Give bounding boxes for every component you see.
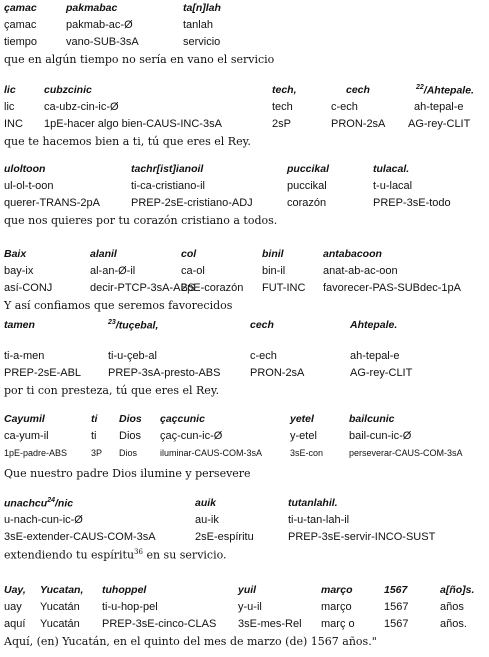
gloss: FUT-INC xyxy=(262,282,306,294)
segment: Yucatán xyxy=(40,601,80,613)
segment: u-nach-cun-ic-Ø xyxy=(4,514,83,526)
maya-word: binil xyxy=(262,248,284,260)
gloss: 3sE-con xyxy=(290,448,324,458)
maya-word: uloltoon xyxy=(4,163,46,175)
block-4-maya-row xyxy=(0,248,489,266)
block-2-gloss-row xyxy=(0,118,489,136)
block-4-gloss-row xyxy=(0,282,489,300)
segment: ca-yum-il xyxy=(4,430,49,442)
gloss: INC xyxy=(4,118,23,130)
maya-word: Yucatan, xyxy=(40,584,84,596)
block-2-translation xyxy=(0,135,489,153)
segment: c-ech xyxy=(331,101,358,113)
gloss: PREP-2sE-cristiano-ADJ xyxy=(131,197,253,209)
block-7-gloss-row xyxy=(0,531,489,549)
block-1-gloss-row xyxy=(0,36,489,54)
gloss: aquí xyxy=(4,618,26,630)
footnote-marker: 36 xyxy=(134,548,143,556)
block-4-segmentation-row xyxy=(0,265,489,283)
gloss: AG-rey-CLIT xyxy=(350,367,413,379)
maya-word: Cayumil xyxy=(4,413,45,425)
maya-word: Uay, xyxy=(4,584,26,596)
maya-word: bailcunic xyxy=(349,413,395,425)
gloss: favorecer-PAS-SUBdec-1pA xyxy=(323,282,461,294)
gloss: PREP-3sE-todo xyxy=(373,197,451,209)
gloss: 2sE-espíritu xyxy=(195,531,254,543)
gloss: vano-SUB-3sA xyxy=(66,36,139,48)
maya-word: alanil xyxy=(90,248,117,260)
gloss: decir-PTCP-3sA-ABS xyxy=(90,282,196,294)
segment: março xyxy=(321,601,352,613)
maya-word: lic xyxy=(4,84,16,96)
segment: çamac xyxy=(4,19,37,31)
segment: bin-il xyxy=(262,265,286,277)
maya-word: cech xyxy=(250,319,274,331)
block-5-segmentation-row xyxy=(0,350,489,368)
block-7-translation xyxy=(0,548,489,566)
block-2-maya-row xyxy=(0,84,489,102)
translation-text: Que nuestro padre Dios ilumine y persevere xyxy=(4,467,251,480)
maya-word: março xyxy=(321,584,353,596)
maya-word: a[ño]s. xyxy=(440,584,475,596)
maya-word: tech, xyxy=(272,84,297,96)
segment: al-an-Ø-il xyxy=(90,265,136,277)
maya-word-part: unachcu xyxy=(4,497,48,510)
gloss: PRON-2sA xyxy=(250,367,305,379)
translation-text: por ti con presteza, tú que eres el Rey. xyxy=(4,384,220,397)
maya-word: Ahtepale. xyxy=(350,319,398,331)
maya-word: tamen xyxy=(4,319,35,331)
block-7-segmentation-row xyxy=(0,514,489,532)
block-8-maya-row xyxy=(0,584,489,602)
gloss: así-CONJ xyxy=(4,282,53,294)
segment: bay-ix xyxy=(4,265,34,277)
segment: ti xyxy=(91,430,97,442)
segment: ah-tepal-e xyxy=(414,101,464,113)
gloss: iluminar-CAUS-COM-3sA xyxy=(160,448,263,458)
segment: tech xyxy=(272,101,293,113)
maya-word: ti xyxy=(91,413,98,425)
maya-word: col xyxy=(181,248,197,260)
segment: ca-ol xyxy=(181,265,205,277)
translation-text: que en algún tiempo no sería en vano el servicio xyxy=(4,53,275,66)
segment: y-u-il xyxy=(238,601,262,613)
maya-word: Baix xyxy=(4,248,27,260)
segment: çaç-cun-ic-Ø xyxy=(160,430,223,442)
gloss: 1pE-padre-ABS xyxy=(4,448,68,458)
maya-word: çamac xyxy=(4,2,37,14)
translation-text: que te hacemos bien a ti, tú que eres el Rey. xyxy=(4,135,251,148)
gloss: 2sP xyxy=(272,118,291,130)
gloss: 3sE-extender-CAUS-COM-3sA xyxy=(4,531,156,543)
segment: ti-a-men xyxy=(4,350,45,362)
maya-word-part: /tuçebal, xyxy=(115,319,159,332)
segment: 1567 xyxy=(384,601,409,613)
maya-word: auik xyxy=(195,497,217,509)
translation-part: en su servicio. xyxy=(142,548,227,562)
gloss: PREP-3sE-servir-INCO-SUST xyxy=(288,531,436,543)
gloss: perseverar-CAUS-COM-3sA xyxy=(349,448,463,458)
maya-word-part: /nic xyxy=(54,497,74,510)
segment: ti-u-çeb-al xyxy=(108,350,157,362)
gloss: 1567 xyxy=(384,618,409,630)
block-1-translation xyxy=(0,53,489,71)
block-8-gloss-row xyxy=(0,618,489,636)
gloss: PREP-3sE-cinco-CLAS xyxy=(102,618,217,630)
block-4-translation xyxy=(0,299,489,317)
gloss: AG-rey-CLIT xyxy=(408,118,471,130)
maya-word: tulacal. xyxy=(373,163,410,175)
block-3-maya-row xyxy=(0,163,489,181)
block-5-gloss-row xyxy=(0,367,489,385)
block-6-translation xyxy=(0,467,489,485)
maya-word: tachr[ist]ianoil xyxy=(131,163,204,175)
block-3-translation xyxy=(0,214,489,232)
segment: y-etel xyxy=(290,430,317,442)
segment: au-ik xyxy=(195,514,219,526)
segment: ca-ubz-cin-ic-Ø xyxy=(44,101,119,113)
segment: ti-ca-cristiano-il xyxy=(131,180,205,192)
translation-text xyxy=(4,548,227,562)
maya-word: pakmabac xyxy=(66,2,118,14)
maya-word: 1567 xyxy=(384,584,408,596)
segment: pakmab-ac-Ø xyxy=(66,19,133,31)
block-8-translation xyxy=(0,635,489,653)
maya-word: yuil xyxy=(238,584,257,596)
block-1-maya-row xyxy=(0,2,489,20)
footnote-marker: 23 xyxy=(108,319,116,326)
gloss: PREP-2sE-ABL xyxy=(4,367,82,379)
block-5-maya-row xyxy=(0,319,489,337)
segment: anat-ab-ac-oon xyxy=(323,265,398,277)
gloss: 2pE-corazón xyxy=(181,282,244,294)
maya-word: yetel xyxy=(290,413,314,425)
gloss: PREP-3sA-presto-ABS xyxy=(108,367,221,379)
maya-word: ta[n]lah xyxy=(183,2,221,14)
segment: ti-u-hop-pel xyxy=(102,601,158,613)
gloss: 3sE-mes-Rel xyxy=(238,618,302,630)
segment: c-ech xyxy=(250,350,277,362)
translation-text: Aquí, (en) Yucatán, en el quinto del mes de marzo (de) 1567 años." xyxy=(4,635,377,648)
maya-word xyxy=(4,497,73,510)
maya-word: cubzcinic xyxy=(44,84,92,96)
translation-text: Y así confiamos que seremos favorecidos xyxy=(4,299,233,312)
maya-word-part: /Ahtepale. xyxy=(423,84,474,97)
gloss: años. xyxy=(440,618,467,630)
footnote-marker: 24 xyxy=(47,497,55,504)
segment: tanlah xyxy=(183,19,213,31)
segment: lic xyxy=(4,101,15,113)
maya-word: cech xyxy=(346,84,370,96)
maya-word: çaçcunic xyxy=(160,413,205,425)
block-6-gloss-row xyxy=(0,448,489,466)
gloss: Yucatán xyxy=(40,618,80,630)
block-3-gloss-row xyxy=(0,197,489,215)
block-6-maya-row xyxy=(0,413,489,431)
gloss: tiempo xyxy=(4,36,38,48)
translation-part: extendiendo tu espíritu xyxy=(4,548,135,562)
maya-word: antabacoon xyxy=(323,248,382,260)
maya-word: tutanlahil. xyxy=(288,497,338,509)
gloss: Dios xyxy=(119,448,138,458)
maya-word xyxy=(416,84,474,97)
segment: bail-cun-ic-Ø xyxy=(349,430,412,442)
gloss: març o xyxy=(321,618,355,630)
segment: t-u-lacal xyxy=(373,180,413,192)
block-2-segmentation-row xyxy=(0,101,489,119)
block-5-translation xyxy=(0,384,489,402)
segment: ti-u-tan-lah-il xyxy=(288,514,350,526)
maya-word: Dios xyxy=(119,413,142,425)
maya-word: tuhoppel xyxy=(102,584,147,596)
gloss: 1pE-hacer algo bien-CAUS-INC-3sA xyxy=(44,118,222,130)
translation-text: que nos quieres por tu corazón cristiano a todos. xyxy=(4,214,278,227)
block-1-segmentation-row xyxy=(0,19,489,37)
gloss: querer-TRANS-2pA xyxy=(4,197,100,209)
segment: puccikal xyxy=(287,180,327,192)
block-8-segmentation-row xyxy=(0,601,489,619)
segment: ul-ol-t-oon xyxy=(4,180,54,192)
segment: Dios xyxy=(119,430,142,442)
block-6-segmentation-row xyxy=(0,430,489,448)
block-7-maya-row xyxy=(0,497,489,515)
segment: ah-tepal-e xyxy=(350,350,400,362)
gloss: servicio xyxy=(183,36,221,48)
gloss: 3P xyxy=(91,448,103,458)
segment: años xyxy=(440,601,464,613)
gloss: PRON-2sA xyxy=(331,118,386,130)
footnote-marker: 22 xyxy=(416,84,424,91)
maya-word: puccikal xyxy=(287,163,330,175)
block-3-segmentation-row xyxy=(0,180,489,198)
gloss: corazón xyxy=(287,197,327,209)
maya-word xyxy=(108,319,158,332)
segment: uay xyxy=(4,601,22,613)
